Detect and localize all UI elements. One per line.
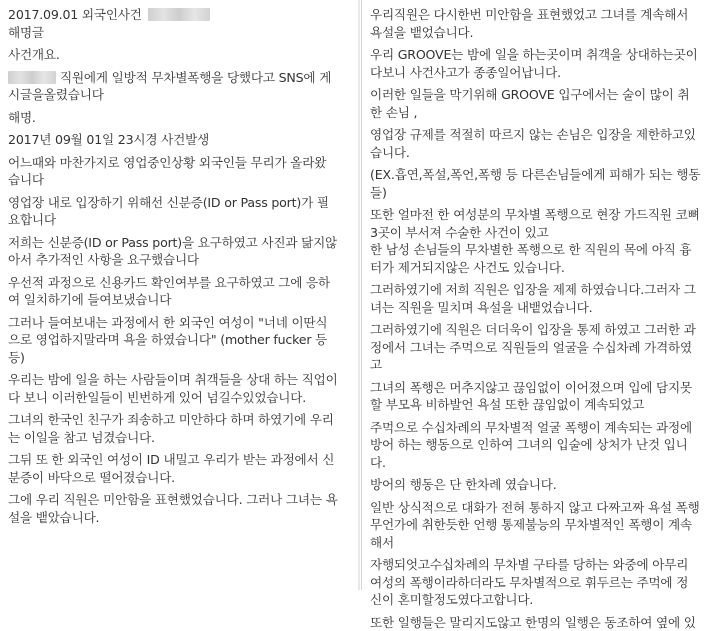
- line-text: 다.: [370, 455, 386, 470]
- text-line: [8, 6, 366, 24]
- line-text: 그에 우리 직원은 미안함을 표현했었습니다. 그러나 그녀는 욕: [8, 492, 338, 507]
- line-text: 영업장 규제를 적절히 따르지 않는 손님은 입장을 제한하고있: [370, 127, 696, 142]
- paragraph: [8, 274, 366, 309]
- line-text: 터가 제거되지않은 사건도 있습니다.: [370, 260, 565, 275]
- paragraph: [370, 6, 720, 41]
- line-text: 우리직원은 다시한번 미안함을 표현했었고 그녀를 계속해서: [370, 7, 688, 22]
- text-line: [8, 314, 366, 332]
- line-text: 한 남성 손님들의 무차별한 폭행으로 한 직원의 목에 아직 흉: [370, 242, 691, 257]
- text-line: [8, 69, 366, 87]
- text-line: [370, 281, 720, 299]
- line-text: 그녀의 폭행은 머추지않고 끊임없이 이어졌으며 입에 담지못: [370, 380, 692, 395]
- line-text: 할 부모욕 비하발언 욕설 또한 끊임없이 계속되었고: [370, 397, 644, 412]
- paragraph: [370, 321, 720, 374]
- paragraph: [370, 379, 720, 414]
- text-line: [8, 251, 366, 269]
- text-line: [370, 241, 720, 259]
- text-line: [8, 509, 366, 527]
- line-text: 아서 추가적인 사항을 요구했습니다: [8, 252, 199, 267]
- line-text: 해서: [370, 535, 394, 550]
- line-text: 또한 일행들은 말리지도않고 한명의 일행은 동조하여 옆에 있: [370, 615, 696, 630]
- text-line: [370, 339, 720, 357]
- line-text: 그러하였기에 직원은 더더욱이 입장을 통제 하였고 그러한 과: [370, 322, 696, 337]
- text-line: [370, 379, 720, 397]
- column-divider: [358, 0, 360, 590]
- text-line: [370, 574, 720, 592]
- text-line: [370, 184, 720, 202]
- line-text: 정에서 그녀는 주먹으로 직원들의 얼굴을 수십차례 가격하였: [370, 340, 692, 355]
- line-text: 해명글: [8, 25, 44, 40]
- line-text: 요합니다: [8, 212, 56, 227]
- line-text: 여 일치하기에 들여보냈습니다: [8, 292, 171, 307]
- line-text: 우리는 밤에 일을 하는 사람들이며 취객들을 상대 하는 직업이: [8, 372, 338, 387]
- text-line: [8, 131, 366, 149]
- text-line: [370, 556, 720, 574]
- text-line: [370, 206, 720, 224]
- paragraph: [8, 371, 366, 406]
- line-text: 설을 뱉았습니다.: [8, 510, 99, 525]
- line-text: 들): [370, 185, 387, 200]
- text-line: [370, 534, 720, 552]
- line-text: 그뒤 또 한 외국인 여성이 ID 내밀고 우리가 받는 과정에서 신: [8, 452, 334, 467]
- line-text: 어느때와 마찬가지로 영업중인상황 외국인들 무리가 올라왔: [8, 155, 326, 170]
- text-line: [370, 224, 720, 242]
- text-line: [370, 144, 720, 162]
- paragraph: [8, 451, 366, 486]
- line-text: 한 손님 ,: [370, 105, 417, 120]
- line-text: 그러나 들여보내는 과정에서 한 외국인 여성이 "너네 이딴식: [8, 315, 327, 330]
- line-text: 등): [8, 350, 25, 365]
- line-text: 습니다: [8, 172, 44, 187]
- line-text: 무언가에 취한듯한 언행 통제불능의 무차별적인 폭행이 계속: [370, 517, 692, 532]
- line-text: 우리 GROOVE는 밤에 일을 하는곳이며 취객을 상대하는곳이: [370, 47, 698, 62]
- text-line: [8, 331, 366, 349]
- text-line: [8, 194, 366, 212]
- redacted-text: [8, 71, 56, 84]
- line-text: 방어의 행동은 단 한차례 였습니다.: [370, 477, 557, 492]
- text-line: [370, 476, 720, 494]
- line-text: 우선적 과정으로 신용카드 확인여부를 요구하였고 그에 응하: [8, 275, 330, 290]
- text-line: [370, 321, 720, 339]
- text-line: [370, 614, 720, 631]
- right-column: [361, 0, 720, 590]
- paragraph: [370, 476, 720, 494]
- line-text: 저희는 신분증(ID or Pass port)을 요구하였고 사진과 닮지않: [8, 235, 337, 250]
- line-text: 자행되엇고수십차례의 무차별 구타를 당하는 와중에 아무리: [370, 557, 688, 572]
- text-line: [370, 46, 720, 64]
- line-text: 방어 하는 행동으로 인하여 그녀의 입술에 상처가 난것 입니: [370, 437, 688, 452]
- line-text: 시글을올렸습니다: [8, 87, 104, 102]
- text-line: [370, 64, 720, 82]
- line-text: 2017.09.01 외국인사건: [8, 7, 142, 22]
- line-text: 3곳이 부서져 수술한 사건이 있고: [370, 225, 549, 240]
- line-text: 그녀의 한국인 친구가 죄송하고 미안하다 하며 하였기에 우리: [8, 412, 334, 427]
- text-line: [370, 591, 720, 609]
- line-text: 고: [370, 357, 382, 372]
- text-line: [8, 234, 366, 252]
- text-line: [370, 259, 720, 277]
- line-text: (EX.흡연,폭설,폭언,폭행 등 다른손님들에게 피해가 되는 행동: [370, 167, 700, 182]
- line-text: 사건개요.: [8, 47, 60, 62]
- paragraph: [370, 166, 720, 201]
- line-text: 여성의 폭행이라하더라도 무차별적으로 휘두르는 주먹에 정: [370, 575, 688, 590]
- paragraph: [8, 46, 366, 64]
- paragraph: [370, 499, 720, 552]
- paragraph: [8, 109, 366, 127]
- line-text: 영업장 내로 입장하기 위해선 신분증(ID or Pass port)가 필: [8, 195, 329, 210]
- text-line: [8, 491, 366, 509]
- text-line: [370, 454, 720, 472]
- line-text: 분증이 바닥으로 떨어졌습니다.: [8, 470, 175, 485]
- text-line: [8, 291, 366, 309]
- text-line: [8, 154, 366, 172]
- paragraph: [8, 314, 366, 367]
- line-text: 다보니 사건사고가 종종일어납니다.: [370, 65, 561, 80]
- line-text: 일반 상식적으로 대화가 전혀 통하지 않고 다짜고짜 욕설 폭행: [370, 500, 700, 515]
- paragraph: [370, 126, 720, 161]
- text-line: [8, 211, 366, 229]
- line-text: 주먹으로 수십차례의 무차별적 얼굴 폭행이 계속되는 과정에: [370, 420, 692, 435]
- text-line: [370, 436, 720, 454]
- text-line: [8, 411, 366, 429]
- paragraph: [370, 86, 720, 121]
- text-line: [370, 104, 720, 122]
- line-text: 해명.: [8, 110, 36, 125]
- text-line: [370, 86, 720, 104]
- paragraph: [8, 491, 366, 526]
- paragraph: [8, 6, 366, 41]
- paragraph: [8, 234, 366, 269]
- paragraph: [370, 556, 720, 609]
- line-text: 녀는 직원을 밀치며 욕설을 내뱉었습니다.: [370, 300, 592, 315]
- paragraph: [370, 206, 720, 276]
- text-line: [370, 356, 720, 374]
- text-line: [8, 24, 366, 42]
- text-line: [370, 419, 720, 437]
- text-line: [370, 516, 720, 534]
- paragraph: [8, 154, 366, 189]
- line-text: 습니다.: [370, 145, 410, 160]
- line-text: 는 이일을 참고 넘겼습니다.: [8, 430, 155, 445]
- text-line: [8, 171, 366, 189]
- text-line: [8, 389, 366, 407]
- text-line: [8, 451, 366, 469]
- paragraph: [8, 411, 366, 446]
- text-line: [8, 429, 366, 447]
- text-line: [8, 109, 366, 127]
- text-line: [8, 274, 366, 292]
- paragraph: [370, 281, 720, 316]
- line-text: 또한 얼마전 한 여성분의 무차별 폭행으로 현장 가드직원 코뼈: [370, 207, 700, 222]
- left-column: [0, 0, 366, 590]
- line-text: 2017년 09월 01일 23시경 사건발생: [8, 132, 209, 147]
- text-line: [370, 299, 720, 317]
- text-line: [370, 396, 720, 414]
- line-text: 그러하였기에 저희 직원은 입장을 제제 하였습니다.그러자 그: [370, 282, 696, 297]
- redacted-text: [148, 8, 210, 21]
- text-line: [370, 24, 720, 42]
- text-line: [8, 86, 366, 104]
- paragraph: [370, 614, 720, 631]
- text-line: [370, 499, 720, 517]
- text-line: [370, 6, 720, 24]
- text-line: [8, 46, 366, 64]
- text-line: [8, 371, 366, 389]
- text-line: [8, 469, 366, 487]
- line-text: 이러한 일들을 막기위해 GROOVE 입구에서는 술이 많이 취: [370, 87, 689, 102]
- line-text: 다 보니 이러한일들이 빈번하게 있어 넘길수있었습니다.: [8, 390, 306, 405]
- line-text: 으로 영업하지말라며 욕을 하였습니다" (mother fucker 등: [8, 332, 327, 347]
- paragraph: [370, 46, 720, 81]
- text-line: [370, 126, 720, 144]
- line-text: 신이 혼미할정도였다고합니다.: [370, 592, 533, 607]
- line-text: 직원에게 일방적 무차별폭행을 당했다고 SNS에 게: [60, 70, 331, 85]
- paragraph: [8, 69, 366, 104]
- paragraph: [370, 419, 720, 472]
- text-line: [370, 166, 720, 184]
- paragraph: [8, 194, 366, 229]
- paragraph: [8, 131, 366, 149]
- line-text: 욕설을 뱉었습니다.: [370, 25, 473, 40]
- text-line: [8, 349, 366, 367]
